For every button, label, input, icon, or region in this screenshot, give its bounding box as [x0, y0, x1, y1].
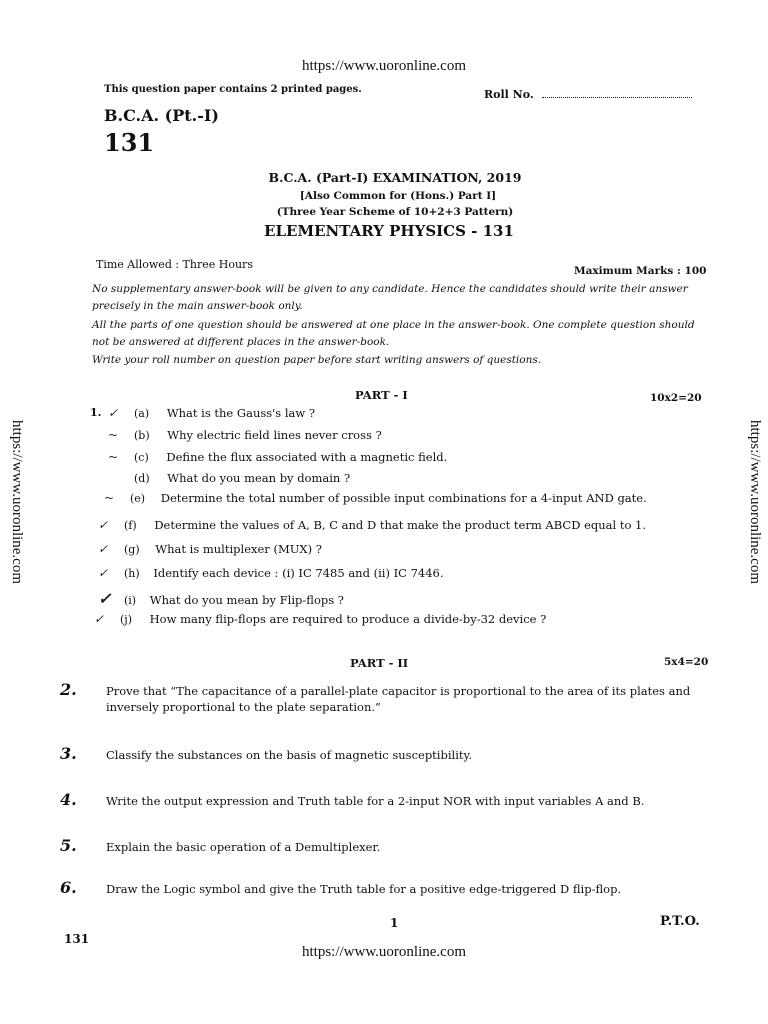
course-name: B.C.A. (Pt.-I)	[104, 106, 219, 125]
question-number-3: 3.	[60, 744, 77, 763]
instruction-line: No supplementary answer-book will be given to any candidate. Hence the candidates should write their answer	[92, 283, 688, 295]
scheme-note: (Three Year Scheme of 10+2+3 Pattern)	[276, 206, 514, 218]
handwritten-tick-mark: ✓	[98, 589, 110, 608]
instruction-line: precisely in the main answer-book only.	[92, 300, 303, 312]
question-number-6: 6.	[60, 878, 77, 897]
part2-question-4: 4. Write the output expression and Truth table for a 2-input NOR with input variables A and B.	[60, 790, 645, 809]
part1-heading: PART - I	[355, 388, 408, 402]
exam-title: B.C.A. (Part-I) EXAMINATION, 2019	[268, 170, 522, 185]
part1-item-f: ✓ (f) Determine the values of A, B, C and D that make the product term ABCD equal to 1.	[98, 518, 646, 532]
part2-question-5: 5. Explain the basic operation of a Demultiplexer.	[60, 836, 381, 855]
handwritten-tick-mark: ✓	[98, 518, 107, 532]
question-number-4: 4.	[60, 790, 77, 809]
handwritten-tick-mark: ✓	[94, 612, 103, 626]
watermark-url-top: https://www.uoronline.com	[301, 58, 466, 74]
roll-number-blank[interactable]	[542, 97, 692, 98]
instruction-line: All the parts of one question should be answered at one place in the answer-book. One complete question should	[92, 319, 695, 331]
pto-label: P.T.O.	[660, 914, 700, 929]
handwritten-tick-mark: ✓	[98, 566, 107, 580]
part2-question-2-line2: inversely proportional to the plate separation.”	[106, 700, 381, 714]
part1-item-j: ✓ (j) How many flip-flops are required to produce a divide-by-32 device ?	[94, 612, 547, 626]
question-number-5: 5.	[60, 836, 77, 855]
part1-marks: 10x2=20	[650, 392, 702, 404]
part2-question-6: 6. Draw the Logic symbol and give the Truth table for a positive edge-triggered D flip-flop.	[60, 878, 622, 897]
instruction-line: not be answered at different places in the answer-book.	[92, 336, 390, 348]
part1-item-a: ✓ (a) What is the Gauss's law ?	[108, 406, 316, 420]
part1-item-g: ✓ (g) What is multiplexer (MUX) ?	[98, 542, 322, 556]
part1-item-b: ~ (b) Why electric field lines never cross ?	[108, 428, 382, 442]
maximum-marks: Maximum Marks : 100	[574, 265, 707, 277]
watermark-url-right: https://www.uoronline.com	[747, 420, 763, 585]
also-common-note: [Also Common for (Hons.) Part I]	[299, 190, 497, 202]
question-number-2: 2.	[60, 680, 77, 699]
instruction-line: Write your roll number on question paper before start writing answers of questions.	[92, 354, 542, 366]
part1-item-c: ~ (c) Define the flux associated with a magnetic field.	[108, 450, 448, 464]
handwritten-tick-mark: ✓	[108, 406, 117, 420]
watermark-url-bottom: https://www.uoronline.com	[301, 944, 466, 960]
handwritten-tick-mark: ~	[104, 491, 113, 505]
handwritten-tick-mark: ~	[108, 450, 117, 464]
part2-question-3: 3. Classify the substances on the basis of magnetic susceptibility.	[60, 744, 473, 763]
page-number: 1	[390, 916, 399, 930]
part1-item-d: (d) What do you mean by domain ?	[134, 471, 351, 485]
pages-note: This question paper contains 2 printed pages.	[104, 84, 362, 95]
part1-item-i: ✓ (i) What do you mean by Flip-flops ?	[98, 589, 344, 608]
watermark-url-left: https://www.uoronline.com	[9, 420, 25, 585]
part1-item-e: ~ (e) Determine the total number of possible input combinations for a 4-input AND gate.	[104, 491, 647, 505]
subject-title: ELEMENTARY PHYSICS - 131	[264, 222, 514, 240]
time-allowed: Time Allowed : Three Hours	[96, 258, 253, 271]
paper-code: 131	[104, 128, 155, 157]
roll-number-label: Roll No.	[484, 88, 692, 101]
handwritten-tick-mark: ~	[108, 428, 117, 442]
part2-marks: 5x4=20	[664, 656, 709, 668]
part2-question-2: 2. Prove that “The capacitance of a parallel-plate capacitor is proportional to the area of its plates and	[60, 680, 691, 699]
footer-paper-code: 131	[64, 932, 90, 946]
question-number-1: 1.	[90, 406, 102, 419]
part2-heading: PART - II	[350, 656, 409, 670]
handwritten-tick-mark: ✓	[98, 542, 107, 556]
part1-item-h: ✓ (h) Identify each device : (i) IC 7485 and (ii) IC 7446.	[98, 566, 444, 580]
